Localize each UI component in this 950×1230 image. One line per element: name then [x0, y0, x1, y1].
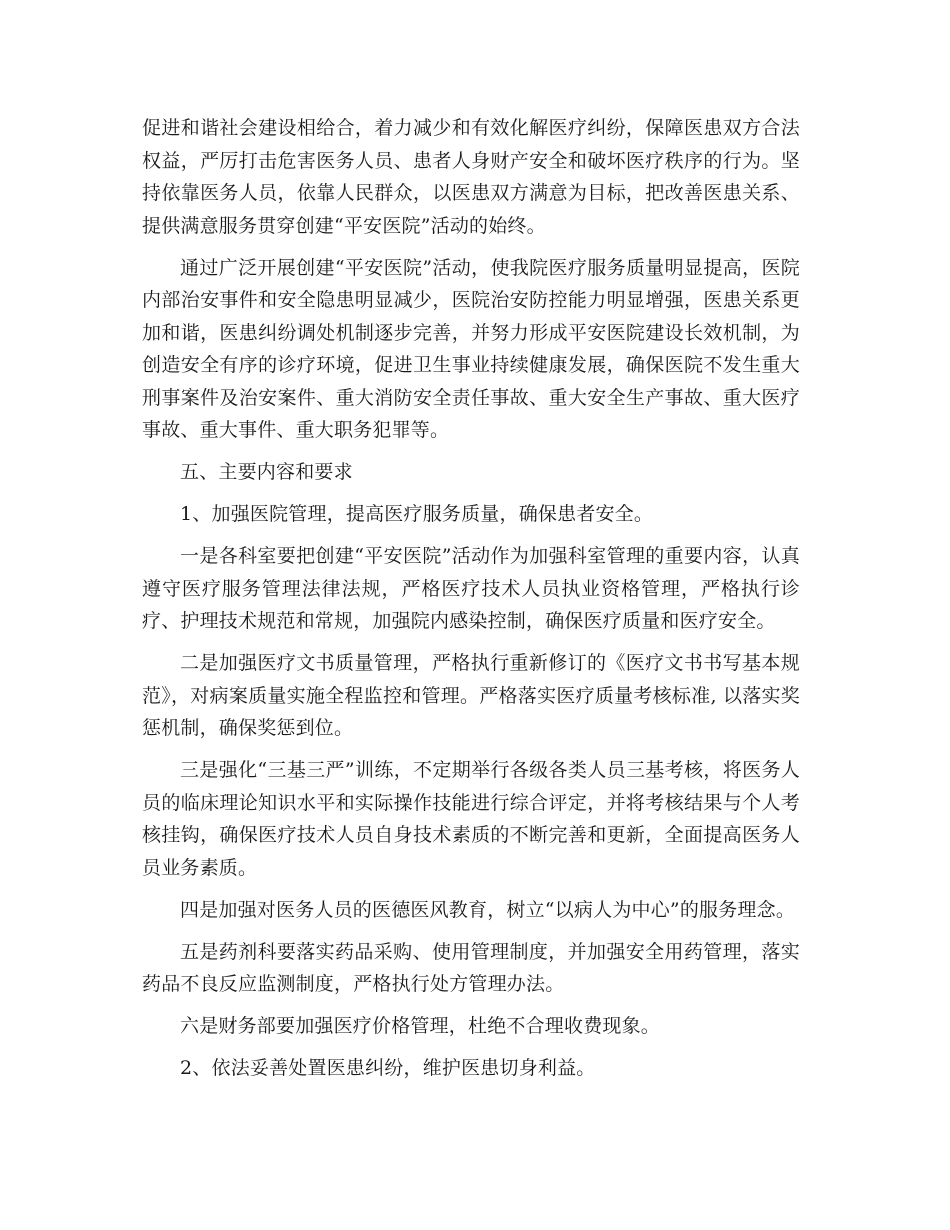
paragraph-item-4: 四是加强对医务人员的医德医风教育，树立“以病人为中心”的服务理念。	[180, 898, 796, 921]
paragraph-item-2: 二是加强医疗文书质量管理，严格执行重新修订的《医疗文书书写基本规范》，对病案质量实施全程监控和管理。严格落实医疗质量考核标准, 以落实奖惩机制，确保奖惩到位。	[142, 652, 800, 739]
paragraph-2: 通过广泛开展创建“平安医院”活动，使我院医疗服务质量明显提高，医院内部治安事件和安全隐患明显减少，医院治安防控能力明显增强，医患关系更加和谐，医患纠纷调处机制逐步完善，并努力形成平安医院建设长效机制，为创造安全有序的诊疗环境，促进卫生事业持续健康发展，确保医院不发生重大刑事案件及治安案件、重大消防安全责任事故、重大安全生产事故、重大医疗事故、重大事件、重大职务犯罪等。	[142, 256, 800, 441]
subsection-heading-1: 1、加强医院管理，提高医疗服务质量，确保患者安全。	[180, 503, 654, 525]
subsection-heading-2: 2、依法妥善处置医患纠纷，维护医患切身利益。	[180, 1057, 596, 1079]
paragraph-item-3: 三是强化“三基三严”训练，不定期举行各级各类人员三基考核，将医务人员的临床理论知识水平和实际操作技能进行综合评定，并将考核结果与个人考核挂钩，确保医疗技术人员自身技术素质的不断完善和更新，全面提高医务人员业务素质。	[142, 759, 800, 879]
section-heading: 五、主要内容和要求	[180, 461, 353, 483]
paragraph-1: 促进和谐社会建设相给合，着力减少和有效化解医疗纠纷，保障医患双方合法权益，严厉打击危害医务人员、患者人身财产安全和破坏医疗秩序的行为。坚持依靠医务人员，依靠人民群众，以医患双方满意为目标，把改善医患关系、提供满意服务贯穿创建“平安医院”活动的始终。	[142, 117, 800, 237]
paragraph-item-5: 五是药剂科要落实药品采购、使用管理制度，并加强安全用药管理，落实药品不良反应监测制度，严格执行处方管理办法。	[142, 940, 800, 995]
paragraph-item-6: 六是财务部要加强医疗价格管理，杜绝不合理收费现象。	[180, 1015, 661, 1037]
paragraph-item-1: 一是各科室要把创建“平安医院”活动作为加强科室管理的重要内容，认真遵守医疗服务管理法律法规，严格医疗技术人员执业资格管理，严格执行诊疗、护理技术规范和常规，加强院内感染控制，确保医疗质量和医疗安全。	[142, 545, 800, 632]
